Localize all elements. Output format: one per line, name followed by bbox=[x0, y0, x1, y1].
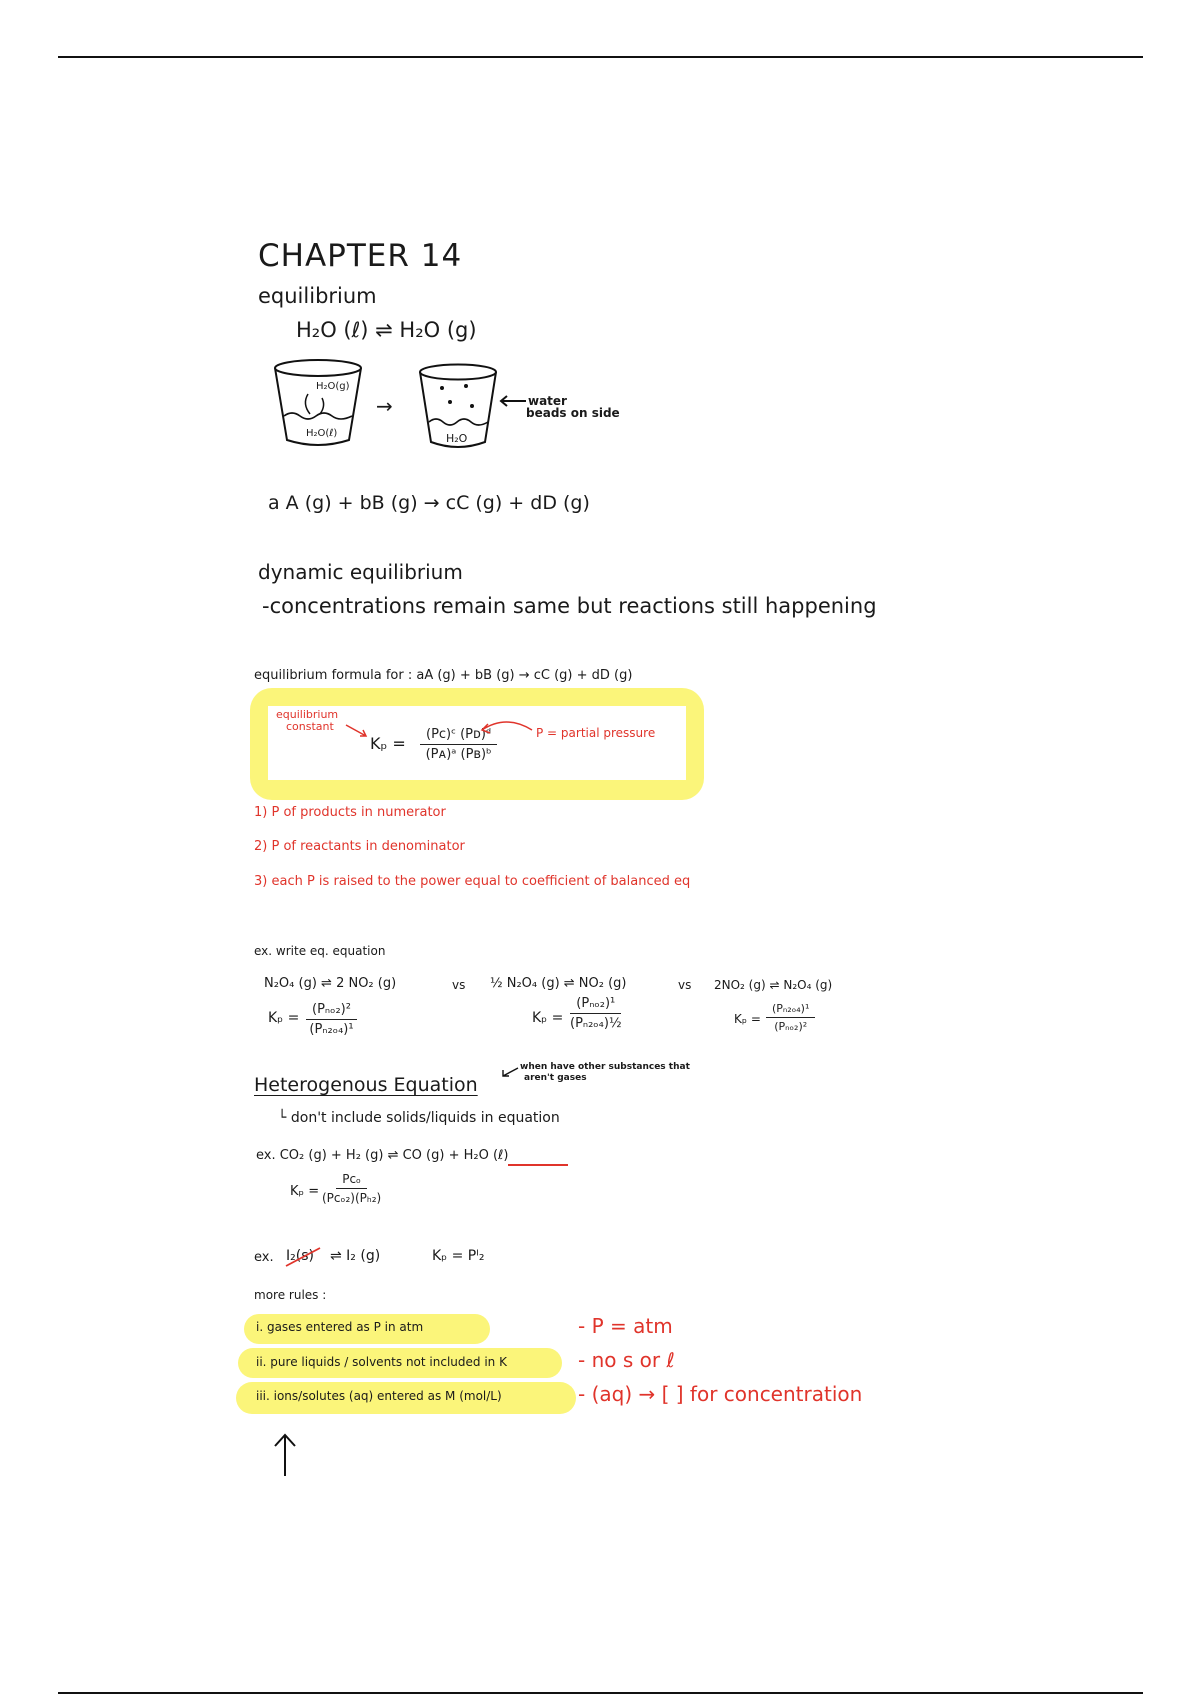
ex3-denominator: (Pₙₒ₂)² bbox=[774, 1020, 808, 1033]
vs-2: vs bbox=[678, 978, 692, 992]
dynamic-heading: dynamic equilibrium bbox=[258, 560, 463, 584]
water-note-line2: beads on side bbox=[526, 406, 620, 420]
iodine-kp: Kₚ = Pᴵ₂ bbox=[432, 1248, 485, 1264]
ex1-kp: Kₚ = bbox=[268, 1010, 300, 1026]
up-arrow-icon bbox=[272, 1432, 298, 1478]
cup2-bottom-label: H₂O bbox=[446, 432, 468, 445]
cup1-bottom-label: H₂O(ℓ) bbox=[306, 428, 338, 439]
hetero-heading: Heterogenous Equation bbox=[254, 1074, 478, 1096]
hetero-rule: └ don't include solids/liquids in equation bbox=[278, 1110, 560, 1126]
ex-write-label: ex. write eq. equation bbox=[254, 944, 386, 958]
ex1-fraction bbox=[306, 1002, 357, 1037]
iodine-ex-prefix: ex. bbox=[254, 1250, 274, 1265]
hetero-note-line2: aren't gases bbox=[524, 1073, 587, 1083]
kp-denominator: (Pᴀ)ᵃ (Pʙ)ᵇ bbox=[425, 747, 492, 762]
ex2-numerator: (Pₙₒ₂)¹ bbox=[570, 996, 621, 1014]
partial-pressure-note: P = partial pressure bbox=[536, 726, 656, 740]
formula-intro: equilibrium formula for : aA (g) + bB (g) → cC (g) + dD (g) bbox=[254, 668, 633, 683]
general-reaction: a A (g) + bB (g) → cC (g) + dD (g) bbox=[268, 492, 590, 514]
more-rule-1: i. gases entered as P in atm bbox=[256, 1320, 424, 1334]
iodine-struck-solid: I₂(s) bbox=[286, 1248, 314, 1264]
rule-2: 2) P of reactants in denominator bbox=[254, 839, 465, 854]
more-rule-2: ii. pure liquids / solvents not included in K bbox=[256, 1355, 507, 1369]
curved-arrow-icon bbox=[476, 716, 536, 740]
more-rule-1-note: - P = atm bbox=[578, 1314, 673, 1338]
eq-constant-label-2: constant bbox=[286, 720, 334, 733]
ex2-kp: Kₚ = bbox=[532, 1010, 564, 1026]
ex2-denominator: (Pₙ₂ₒ₄)½ bbox=[570, 1016, 622, 1031]
ex3-equation: 2NO₂ (g) ⇌ N₂O₄ (g) bbox=[714, 978, 833, 992]
hetero-denominator: (Pᴄₒ₂)(Pₕ₂) bbox=[322, 1191, 382, 1205]
rule-1: 1) P of products in numerator bbox=[254, 805, 446, 820]
ex3-kp: Kₚ = bbox=[734, 1012, 761, 1026]
ex1-equation: N₂O₄ (g) ⇌ 2 NO₂ (g) bbox=[264, 976, 397, 991]
dynamic-note: -concentrations remain same but reactions still happening bbox=[262, 594, 877, 618]
hetero-fraction bbox=[322, 1172, 381, 1205]
ex3-numerator: (Pₙ₂ₒ₄)¹ bbox=[766, 1002, 815, 1018]
ex3-fraction bbox=[766, 1002, 815, 1033]
water-equation: H₂O (ℓ) ⇌ H₂O (g) bbox=[296, 318, 477, 342]
chapter-title: CHAPTER 14 bbox=[258, 238, 463, 274]
hetero-note-line1: when have other substances that bbox=[520, 1062, 690, 1072]
iodine-strike-icon bbox=[284, 1246, 324, 1268]
more-rules-label: more rules : bbox=[254, 1288, 327, 1302]
left-arrow-icon bbox=[498, 394, 528, 408]
pointer-arrow-icon bbox=[344, 722, 370, 740]
eq-constant-label-1: equilibrium bbox=[276, 708, 339, 721]
ex1-denominator: (Pₙ₂ₒ₄)¹ bbox=[309, 1022, 354, 1037]
more-rule-2-note: - no s or ℓ bbox=[578, 1348, 675, 1372]
cup-arrow: → bbox=[376, 394, 393, 418]
kp-numerator: (Pᴄ)ᶜ (Pᴅ)ᵈ bbox=[420, 727, 497, 745]
ex2-equation: ½ N₂O₄ (g) ⇌ NO₂ (g) bbox=[490, 976, 627, 991]
hetero-example: ex. CO₂ (g) + H₂ (g) ⇌ CO (g) + H₂O (ℓ) bbox=[256, 1148, 509, 1163]
more-rule-3: iii. ions/solutes (aq) entered as M (mol/L) bbox=[256, 1389, 502, 1403]
hetero-kp: Kₚ = bbox=[290, 1184, 320, 1199]
equilibrium-heading: equilibrium bbox=[258, 284, 377, 308]
water-note-line1: water bbox=[528, 394, 567, 408]
iodine-ex-rest: ⇌ I₂ (g) bbox=[330, 1248, 381, 1264]
vs-1: vs bbox=[452, 978, 466, 992]
hetero-note-arrow-icon bbox=[500, 1066, 520, 1078]
kp-symbol: Kₚ = bbox=[370, 734, 406, 753]
hetero-strike bbox=[508, 1164, 568, 1166]
ex2-fraction bbox=[570, 996, 622, 1031]
hetero-numerator: Pᴄₒ bbox=[336, 1172, 367, 1189]
ex1-numerator: (Pₙₒ₂)² bbox=[306, 1002, 357, 1020]
top-rule bbox=[58, 56, 1143, 58]
cup1-top-label: H₂O(g) bbox=[316, 381, 350, 392]
more-rule-3-note: - (aq) → [ ] for concentration bbox=[578, 1382, 863, 1406]
rule-3: 3) each P is raised to the power equal to coefficient of balanced eq bbox=[254, 874, 691, 889]
bottom-rule bbox=[58, 1692, 1143, 1694]
